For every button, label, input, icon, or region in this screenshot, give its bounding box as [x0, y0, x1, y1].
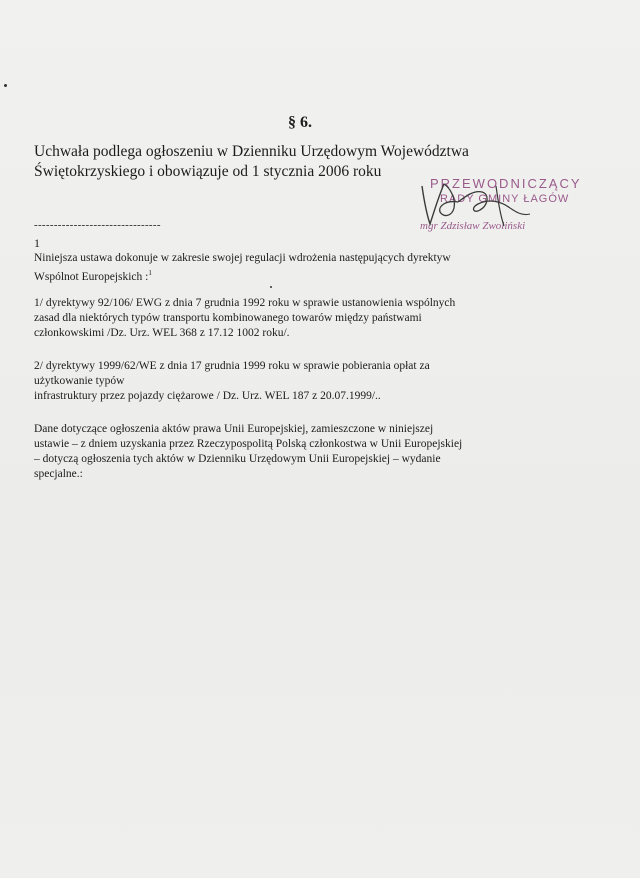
official-stamp — [400, 172, 600, 250]
directive-2-line-2: użytkowanie typów — [34, 375, 125, 387]
directive-1-line-2: zasad dla niektórych typów transportu kombinowanego towarów między państwami — [34, 312, 422, 324]
handwritten-signature — [400, 172, 600, 250]
scan-speck — [270, 286, 272, 288]
stamp-title: PRZEWODNICZĄCY — [430, 176, 582, 191]
section-title: § 6. — [288, 114, 312, 131]
note-line-2: ustawie – z dniem uzyskania przez Rzeczypospolitą Polską członkostwa w Unii Europejskiej — [34, 438, 463, 450]
directive-2-line-3: infrastruktury przez pojazdy ciężarowe / Dz. Urz. WEL 187 z 20.07.1999/.. — [34, 390, 381, 402]
directive-1-line-1: 1/ dyrektywy 92/106/ EWG z dnia 7 grudnia 1992 roku w sprawie ustanowienia wspólnych — [34, 297, 456, 309]
note-line-4: specjalne.: — [34, 468, 83, 480]
footnote-intro-text: Wspólnot Europejskich : — [34, 270, 149, 283]
stamp-council: RADY GMINY ŁAGÓW — [440, 193, 570, 205]
directive-1-line-3: członkowskimi /Dz. Urz. WEL 368 z 17.12 1002 roku/. — [34, 327, 290, 339]
heading-line-2: Świętokrzyskiego i obowiązuje od 1 stycznia 2006 roku — [34, 163, 382, 180]
scan-speck — [4, 84, 7, 87]
footnote-intro-line-2 — [34, 266, 152, 285]
footnote-superscript: 1 — [148, 269, 152, 277]
note-line-3: – dotyczą ogłoszenia tych aktów w Dzienniku Urzędowym Unii Europejskiej – wydanie — [34, 453, 441, 465]
note-line-1: Dane dotyczące ogłoszenia aktów prawa Unii Europejskiej, zamieszczone w niniejszej — [34, 423, 434, 435]
footnote-intro-line-1: Niniejsza ustawa dokonuje w zakresie swojej regulacji wdrożenia następujących dyrektyw — [34, 252, 451, 264]
directive-2-line-1: 2/ dyrektywy 1999/62/WE z dnia 17 grudnia 1999 roku w sprawie pobierania opłat za — [34, 360, 430, 372]
footnote-separator: -------------------------------- — [34, 219, 161, 231]
heading-line-1: Uchwała podlega ogłoszeniu w Dzienniku Urzędowym Województwa — [34, 143, 469, 160]
footnote-number: 1 — [34, 236, 40, 250]
stamp-name: mgr Zdzisław Zwoliński — [420, 220, 526, 232]
